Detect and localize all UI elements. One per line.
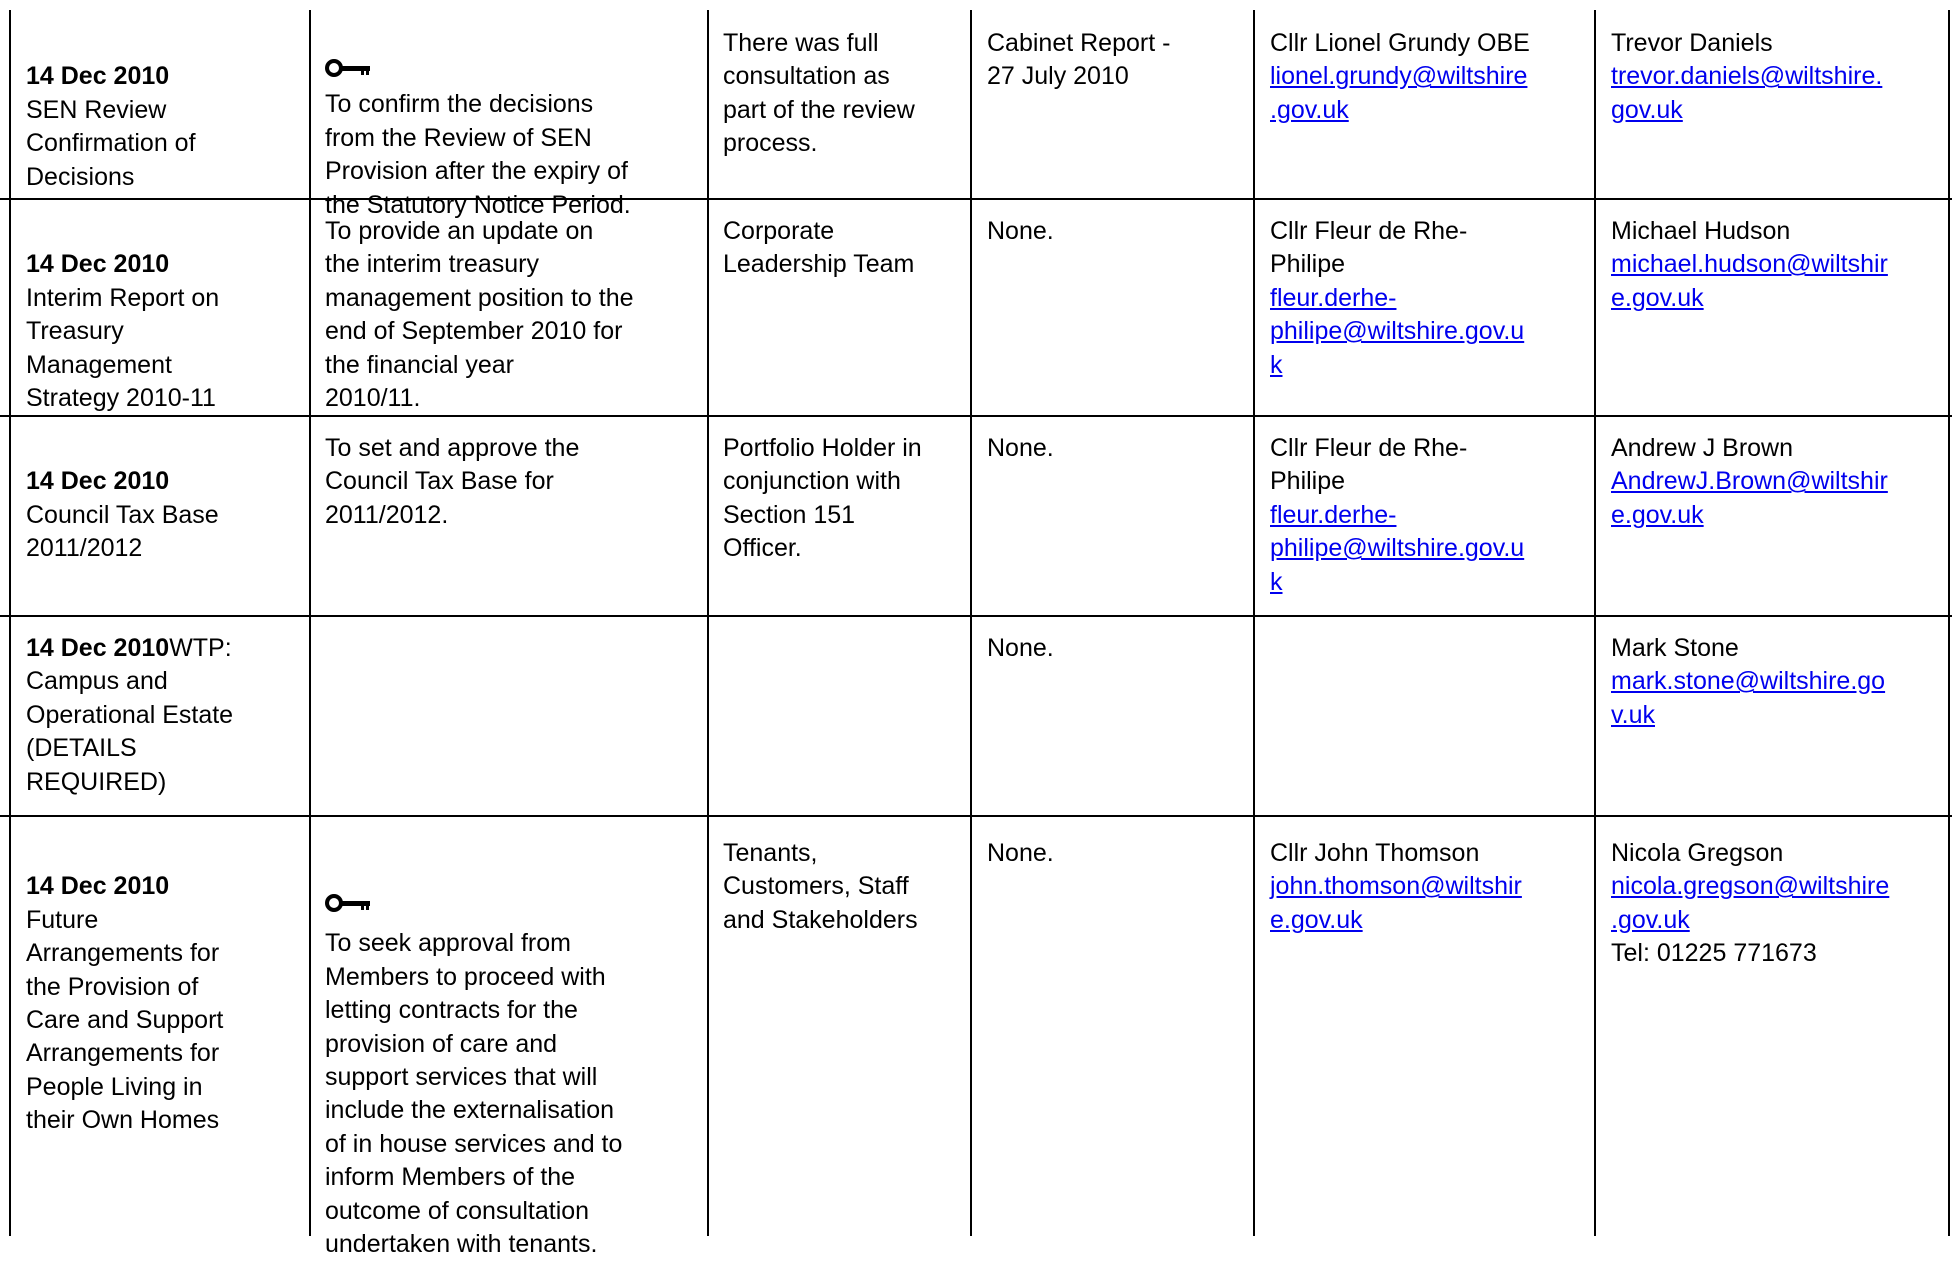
member-cell [1270, 215, 1590, 382]
officer-name: Andrew J Brown [1611, 434, 1794, 462]
officer-name: Mark Stone [1611, 634, 1739, 662]
table-row [26, 837, 296, 1138]
officer-email-link[interactable]: michael.hudson@wiltshir e.gov.uk [1611, 250, 1888, 312]
column-divider [1253, 10, 1255, 1236]
purpose-text: To confirm the decisions from the Review of SEN Provision after the expiry of the Statutory Notice Period. [325, 90, 631, 219]
consultation-cell: Corporate Leadership Team [723, 217, 915, 279]
documents-cell: None. [987, 217, 1054, 245]
member-email-link[interactable]: john.thomson@wiltshir e.gov.uk [1270, 872, 1522, 934]
documents-cell: None. [987, 839, 1054, 867]
key-icon [325, 58, 371, 78]
member-name: Cllr Lionel Grundy OBE [1270, 29, 1530, 57]
row-date: 14 Dec 2010 [26, 62, 170, 91]
row-title: Future Arrangements for the Provision of Care and Support Arrangements for People Living in their Own Homes [26, 905, 224, 1135]
documents-cell: None. [987, 634, 1054, 662]
column-divider [309, 10, 311, 1236]
officer-cell [1611, 27, 1946, 127]
row-title: Council Tax Base 2011/2012 [26, 500, 219, 563]
documents-cell: None. [987, 434, 1054, 462]
purpose-text: To set and approve the Council Tax Base for 2011/2012. [325, 434, 580, 529]
row-divider [0, 615, 1952, 617]
officer-email-link[interactable]: AndrewJ.Brown@wiltshir e.gov.uk [1611, 467, 1888, 529]
member-cell [1270, 27, 1590, 127]
member-cell [1270, 432, 1590, 599]
officer-email-link[interactable]: mark.stone@wiltshire.go v.uk [1611, 667, 1886, 729]
officer-cell [1611, 215, 1946, 315]
member-name: Cllr Fleur de Rhe- Philipe [1270, 217, 1468, 279]
officer-cell [1611, 632, 1946, 732]
table-row [26, 432, 296, 566]
purpose-cell [325, 862, 700, 1261]
row-date: 14 Dec 2010 [26, 872, 170, 901]
officer-name: Michael Hudson [1611, 217, 1791, 245]
purpose-cell [325, 27, 700, 222]
table-row [26, 27, 296, 194]
officer-cell [1611, 837, 1946, 971]
row-title: Interim Report on Treasury Management Strategy 2010-11 [26, 283, 220, 413]
member-email-link[interactable]: fleur.derhe- philipe@wiltshire.gov.u k [1270, 500, 1525, 596]
officer-email-link[interactable]: nicola.gregson@wiltshire .gov.uk [1611, 872, 1890, 934]
key-icon [325, 893, 371, 913]
member-email-link[interactable]: lionel.grundy@wiltshire .gov.uk [1270, 62, 1528, 124]
purpose-text: To seek approval from Members to proceed with letting contracts for the provision of care and support services that will include the externalisation of in house services and to inform Members of the outcome of consultation undertaken with tenants. [325, 929, 623, 1259]
purpose-text: To provide an update on the interim treasury management position to the end of September 2010 for the financial year 2010/11. [325, 217, 634, 413]
table-row [26, 632, 296, 799]
column-divider [707, 10, 709, 1236]
member-cell [1270, 837, 1590, 937]
row-divider [0, 198, 1952, 200]
column-divider [970, 10, 972, 1236]
column-divider [9, 10, 11, 1236]
member-email-link[interactable]: fleur.derhe- philipe@wiltshire.gov.u k [1270, 283, 1525, 379]
row-date: 14 Dec 2010 [26, 250, 170, 279]
row-date: 14 Dec 2010 [26, 467, 170, 496]
table-row [26, 215, 296, 415]
row-divider [0, 815, 1952, 817]
member-name: Cllr John Thomson [1270, 839, 1480, 867]
member-name: Cllr Fleur de Rhe- Philipe [1270, 434, 1468, 496]
officer-email-link[interactable]: trevor.daniels@wiltshire. gov.uk [1611, 62, 1883, 124]
officer-name: Trevor Daniels [1611, 29, 1773, 57]
row-title: WTP: Campus and Operational Estate (DETAILS REQUIRED) [26, 634, 234, 796]
consultation-cell: Portfolio Holder in conjunction with Section 151 Officer. [723, 434, 922, 563]
consultation-cell: There was full consultation as part of the review process. [723, 29, 915, 158]
consultation-cell: Tenants, Customers, Staff and Stakeholders [723, 839, 918, 934]
officer-tel: Tel: 01225 771673 [1611, 939, 1817, 968]
row-date: 14 Dec 2010 [26, 634, 170, 662]
row-title: SEN Review Confirmation of Decisions [26, 95, 196, 191]
officer-cell [1611, 432, 1946, 532]
documents-cell: Cabinet Report - 27 July 2010 [987, 29, 1171, 91]
officer-name: Nicola Gregson [1611, 839, 1784, 867]
column-divider [1594, 10, 1596, 1236]
column-divider [1948, 10, 1950, 1236]
